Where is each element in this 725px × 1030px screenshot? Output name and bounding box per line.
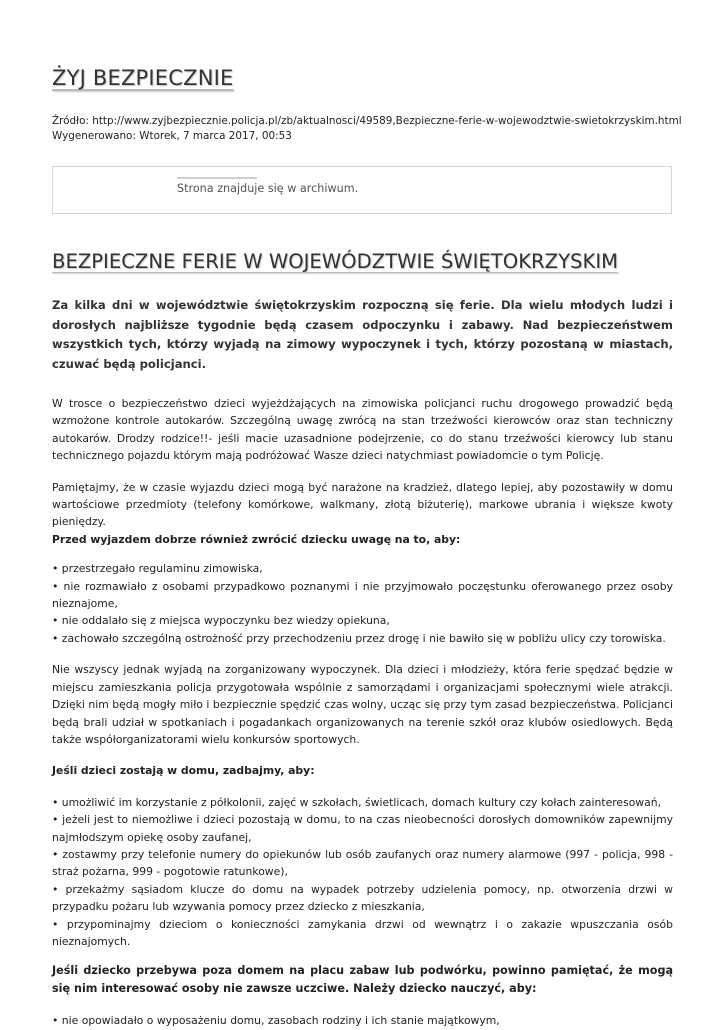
list-item: • przestrzegało regulaminu zimowiska, xyxy=(52,562,263,576)
paragraph-bus-checks: W trosce o bezpieczeństwo dzieci wyjeżdżających na zimowiska policjanci ruchu drogowego prowadzić będą wzmożone kontrole autokarów. Szczególną uwagę zwrócą na stan trzeźwości kierowców oraz stan techniczny autokarów. Drodzy rodzice!!- jeśli macie uzasadnione podejrzenie, co do stanu trzeźwości kierowcy lub stanu technicznego pojazdu którym mają podróżować Wasze dzieci natychmiast powiadomcie o tym Policję. xyxy=(52,397,673,463)
site-title: ŻYJ BEZPIECZNIE xyxy=(52,66,234,90)
paragraph-theft: Pamiętajmy, że w czasie wyjazdu dzieci mogą być narażone na kradzież, dlatego lepiej, aby pozostawiły w domu wartościowe przedmioty (telefony komórkowe, walkmany, złotą biżuterię), markowe ubrania i większe kwoty pieniędzy. xyxy=(52,480,673,529)
list-item: • przekażmy sąsiadom klucze do domu na wypadek potrzeby udzielenia pomocy, np. otworzenia drzwi w przypadku pożaru lub wzywania pomocy przez dziecko z mieszkania, xyxy=(52,882,673,914)
source-url: Źródło: http://www.zyjbezpiecznie.policja.pl/zb/aktualnosci/49589,Bezpieczne-ferie-w-wojewodztwie-swietokrzyskim.html xyxy=(52,115,682,127)
list-item: • nie oddalało się z miejsca wypoczynku bez wiedzy opiekuna, xyxy=(52,614,390,628)
paragraph-before-trip: Przed wyjazdem dobrze również zwrócić dziecku uwagę na to, aby: xyxy=(52,532,461,546)
list-item: • przypominajmy dzieciom o konieczności zamykania drzwi od wewnątrz i o zakazie wpuszczania osób nieznajomych. xyxy=(52,917,673,948)
list-item: • zostawmy przy telefonie numery do opiekunów lub osób zaufanych oraz numery alarmowe (997 - policja, 998 - straż pożarna, 999 - pogotowie ratunkowe), xyxy=(52,847,673,879)
archive-divider xyxy=(177,177,257,179)
article-lead: Za kilka dni w województwie świętokrzyskim rozpoczną się ferie. Dla wielu młodych ludzi i dorosłych najbliższe tygodnie będą czasem odpoczynku i zabawy. Nad bezpieczeństwem wszystkich tych, którzy wyjadą na zimowy wypoczynek i tych, którzy pozostaną w miastach, czuwać będą policjanci. xyxy=(52,298,673,371)
list-item: • jeżeli jest to niemożliwe i dzieci pozostają w domu, to na czas nieobecności dorosłych domowników zapewnijmy najmłodszym opiekę osoby zaufanej, xyxy=(52,813,673,844)
source-info xyxy=(52,114,682,143)
archive-notice-box xyxy=(52,166,672,214)
list-item: • umożliwić im korzystanie z półkolonii, zajęć w szkołach, świetlicach, domach kultury czy kołach zainteresowań, xyxy=(52,795,662,809)
list-item: • nie rozmawiało z osobami przypadkowo poznanymi i nie przyjmowało poczęstunku oferowanego przez osoby nieznajome, xyxy=(52,579,673,611)
generated-date: Wygenerowano: Wtorek, 7 marca 2017, 00:53 xyxy=(52,129,292,142)
archive-notice: Strona znajduje się w archiwum. xyxy=(177,182,359,195)
heading-home: Jeśli dzieci zostają w domu, zadbajmy, aby: xyxy=(52,764,315,778)
paragraph-local-activities: Nie wszyscy jednak wyjadą na zorganizowany wypoczynek. Dla dzieci i młodzieży, która ferie spędzać będzie w miejscu zamieszkania policja przygotowała wspólnie z samorządami i organizacjami społecznymi wiele atrakcji. Dzięki nim będą mogły miło i bezpiecznie spędzić czas wolny, ucząc się przy tym zasad bezpieczeństwa. Policjanci będą brali udział w spotkaniach i pogadankach organizowanych na terenie szkół oraz klubów osiedlowych. Będą także współorganizatorami wielu konkursów sportowych. xyxy=(52,663,673,746)
article-title: BEZPIECZNE FERIE W WOJEWÓDZTWIE ŚWIĘTOKRZYSKIM xyxy=(52,250,619,273)
list-playground-rules xyxy=(52,1012,673,1029)
list-home-rules xyxy=(52,794,673,951)
list-trip-rules xyxy=(52,560,673,647)
article-body xyxy=(52,296,673,1030)
list-item: • nie opowiadało o wyposażeniu domu, zasobach rodziny i ich stanie majątkowym, xyxy=(52,1014,500,1028)
heading-playground: Jeśli dziecko przebywa poza domem na placu zabaw lub podwórku, powinno pamiętać, że mogą się nim interesować osoby nie zawsze uczciwe. Należy dziecko nauczyć, aby: xyxy=(52,964,673,996)
list-item: • zachowało szczególną ostrożność przy przechodzeniu przez drogę i nie bawiło się w pobliżu ulicy czy torowiska. xyxy=(52,631,666,645)
